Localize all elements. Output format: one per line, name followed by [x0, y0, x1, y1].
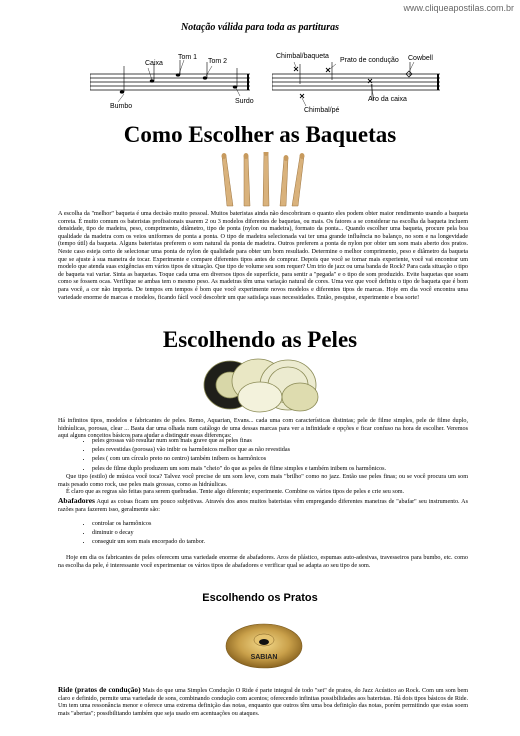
- peles-paragraph: Há infinitos tipos, modelos e fabricantes de peles. Remo, Aquarian, Evans... cada uma com características distintas; pele de filme simples, pele de filme duplo, hidráulicas, porosas, clear ... Basta dar uma olhada num catálogo de uma dessas marcas para ver a infinidade e opções e ficar confuso na hora de escolher. Veremos aqui alguns conceitos básicos para ajudar a distinguir essas diferenças:: [58, 418, 468, 440]
- list-item: • peles grossas vão resultar num som mais grave que as peles finas: [92, 437, 472, 446]
- peles-style-paragraph: Que tipo (estilo) de música você toca? Talvez você precise de um som leve, com mais "brilho" como no jazz. Então use peles finas; ou se você procura um som mais pesado como rock, use peles mais grossas, como as hidráulicas.: [58, 474, 468, 488]
- peles-heading: Escolhendo as Peles: [162, 327, 358, 352]
- drumheads-image: [200, 357, 324, 413]
- list-item: • peles ( com um círculo preto no centro) também inibem os harmônicos: [92, 455, 472, 464]
- list-item: • peles revestidas (porosas) vão inibir os harmônicos melhor que as não revestidas: [92, 446, 472, 455]
- pratos-heading: Escolhendo os Pratos: [202, 592, 318, 604]
- notation-staff-right: [272, 50, 440, 116]
- label-caixa: Caixa: [145, 60, 163, 67]
- list-item: • peles de filme duplo produzem um som mais "cheio" do que as peles de filme simples e também inibem os harmônicos.: [92, 465, 472, 474]
- cymbal-brand-label: SABIAN: [250, 654, 278, 661]
- label-prato-conducao: Prato de condução: [340, 57, 399, 64]
- label-surdo: Surdo: [235, 98, 254, 105]
- label-aro-caixa: Aro da caixa: [368, 96, 407, 103]
- peles-bullet-list: [80, 437, 472, 474]
- label-tom2: Tom 2: [208, 58, 228, 65]
- abafadores-options-paragraph: Hoje em dia os fabricantes de peles oferecem uma variedade enorme de abafadores. Aros de plástico, espumas auto-adesivas, travesseiros para bumbo, etc. como na escolha da pele, é interessante você experimentar os vários tipos de abafadores e verificar qual se adapta ao seu tipo de som.: [58, 555, 468, 569]
- ride-paragraph: [58, 686, 468, 718]
- ride-text: Mais do que uma Simples Condução O Ride é parte integral de todo "set" de pratos, do Jazz Acústico ao Rock. Com um som bem claro e definido, permite uma variedade de sons, combinando condução com acentos; oferecendo infinitas possibilidades aos bateristas. Há dois tipos básicos de Ride. Um tem uma ressonância menor e oferece uma extrema definição das notas, enquanto que outros têm uma boa definição das notas, porém permitindo que estas soem mais "abertas"; possibilitando também que seja usado em acentuações ou ataques.: [58, 688, 469, 717]
- notation-staff-left: [90, 54, 254, 114]
- peles-rules-paragraph: É claro que as regras são feitas para serem quebradas. Tente algo diferente; experimente. Combine os vários tipos de peles e crie seu som.: [66, 489, 405, 495]
- ride-label: Ride (pratos de condução): [58, 685, 141, 694]
- abafadores-bullet-list: [80, 520, 472, 548]
- abafadores-label: Abafadores: [58, 496, 95, 505]
- label-chimbal-pe: Chimbal/pé: [304, 107, 340, 114]
- list-item: • conseguir um som mais encorpado do tambor.: [92, 538, 472, 547]
- watermark: www.cliqueapostilas.com.br: [403, 3, 514, 13]
- list-item: • diminuir o decay: [92, 529, 472, 538]
- baquetas-heading: Como Escolher as Baquetas: [123, 122, 397, 147]
- notation-title: Notação válida para toda as partituras: [180, 22, 340, 33]
- abafadores-paragraph: [58, 497, 468, 514]
- abafadores-text: Aqui as coisas ficam um pouco subjetivas. Através dos anos muitos bateristas vêm empregando diferentes maneiras de "abafar" seu instrumento. As razões para fazerem isso, geralmente são:: [58, 499, 468, 513]
- label-tom1: Tom 1: [178, 54, 198, 61]
- label-cowbell: Cowbell: [408, 55, 433, 62]
- list-item: • controlar os harmônicos: [92, 520, 472, 529]
- label-chimbal-baqueta: Chimbal/baqueta: [276, 53, 329, 60]
- label-bumbo: Bumbo: [110, 103, 133, 110]
- baquetas-paragraph: A escolha da "melhor" baqueta é uma decisão muito pessoal. Muitos bateristas ainda não descobriram o quanto eles podem obter maior rendimento usando a baqueta correta. É muito comum os bateristas profissionais usarem 2 ou 3 modelos diferentes de baquetas, ou mais. Os fatores a se considerar na escolha da baqueta incluem densidade, tipo de madeira, peso, comprimento, diâmetro, tipo de ponta (nylon ou madeira), formato da ponta... Quando escolher uma baqueta, procure pela boa qualidade da madeira com os veios uniformes de ponta a ponta. O tipo de madeira selecionada vai ter uma grande influência no balanço, no som e na longevidade (tempo útil) da baqueta. Alguns bateristas preferem o som natural da ponta de madeira. Outros preferem a ponta de nylon por obter um som mais aberto dos pratos. Neste caso esteja certo de selecionar uma ponta de nylon de qualidade para obter um bom resultado. Determine o melhor comprimento, peso e diâmetro da baqueta que se ajuste à sua maneira de tocar. Experimente e compare diferentes tipos antes de comprar. Depois que você se tornar mais experiente, você vai encontrar um modelo que atenda suas exigências em vários tipos de situação. Que tipo de volume seu som requer? Um trio de jazz ou uma banda de Rock? Para cada situação o tipo de baqueta vai variar. Sinta as baquetas. Toque cada uma em diversos tipos de superfície, para sentir a "pegada" e o tipo de som produzido. Evite baquetas que soam como se fossem ocas. Verifique se ambas tem o mesmo peso. As madeiras têm uma variação natural de cores. Uma vez que você definiu o tipo de baqueta que é bom para você, a cor não importa. De tempos em tempos é bom que você experimente novos modelos e diferentes tipos de marcas. Hoje em dia você encontra uma variedade enorme de marcas e modelos, ficando fácil você descobrir um que satisfaça suas necessidades. Então, pesquise, experimente e boa sorte!: [58, 211, 468, 301]
- cymbal-image: [224, 612, 304, 672]
- drumsticks-image: [208, 152, 312, 208]
